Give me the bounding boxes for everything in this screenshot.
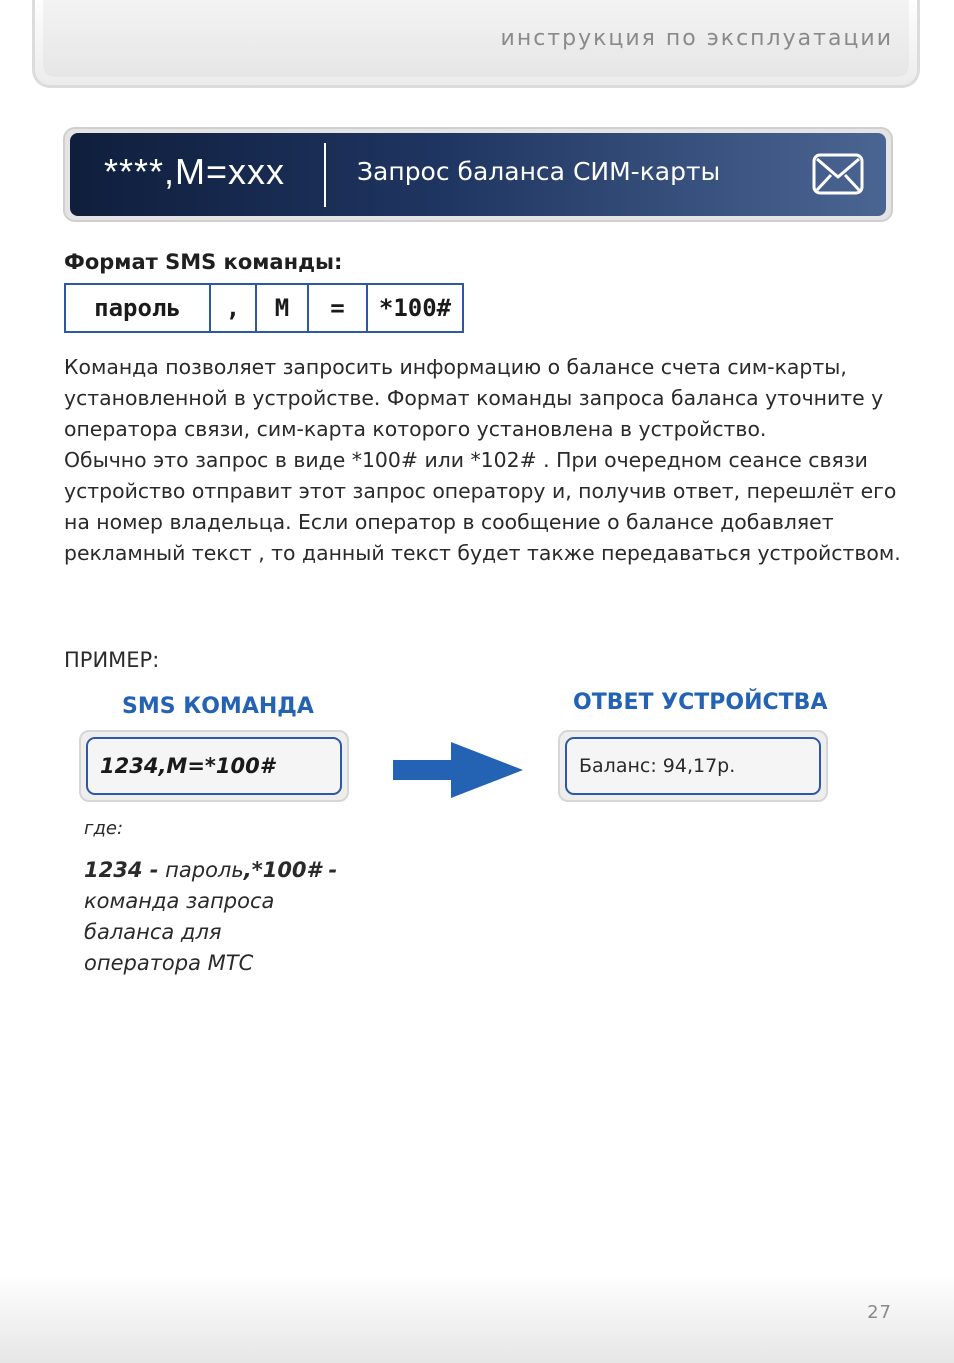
sms-command-text: 1234,M=*100# bbox=[100, 754, 275, 778]
header-title: инструкция по эксплуатации bbox=[500, 26, 893, 51]
page-footer bbox=[0, 1272, 954, 1363]
format-cell-password: пароль bbox=[66, 285, 211, 331]
arrow-right-icon bbox=[393, 742, 523, 798]
example-explanation bbox=[84, 855, 344, 979]
command-banner bbox=[70, 133, 886, 216]
format-table bbox=[64, 283, 464, 333]
description-text bbox=[64, 352, 904, 569]
device-reply-text: Баланс: 94,17р. bbox=[579, 755, 736, 777]
where-label: где: bbox=[84, 818, 124, 839]
format-cell-comma: , bbox=[211, 285, 257, 331]
banner-divider bbox=[324, 143, 326, 207]
sms-command-heading: SMS КОМАНДА bbox=[122, 694, 314, 719]
format-cell-m: M bbox=[257, 285, 309, 331]
explain-dash: - bbox=[321, 858, 338, 882]
device-reply-box-inner bbox=[565, 737, 821, 795]
device-reply-box bbox=[558, 730, 828, 802]
banner-command: ****,M=xxx bbox=[104, 151, 286, 192]
explain-code-label: команда запроса баланса для оператора МТС bbox=[84, 889, 275, 975]
format-cell-equals: = bbox=[309, 285, 368, 331]
format-cell-code: *100# bbox=[378, 294, 452, 322]
explain-password-value: 1234 - bbox=[84, 858, 159, 882]
format-label: Формат SMS команды: bbox=[64, 250, 343, 274]
explain-password-label: пароль bbox=[158, 858, 244, 882]
explain-code-value: ,*100# bbox=[243, 858, 322, 882]
example-label: ПРИМЕР: bbox=[64, 648, 160, 672]
description-paragraph: Команда позволяет запросить информацию о балансе счета сим-карты, установленной в устройстве. Формат команды запроса баланса уточните у оператора связи, сим-карта которого установлена в устройство. bbox=[64, 355, 884, 441]
page-header bbox=[32, 0, 920, 88]
envelope-icon bbox=[812, 153, 864, 195]
device-reply-heading: ОТВЕТ УСТРОЙСТВА bbox=[573, 690, 828, 715]
description-paragraph: Обычно это запрос в виде *100# или *102# . При очередном сеансе связи устройство отправит этот запрос оператору и, получив ответ, перешлёт его на номер владельца. Если оператор в сообщение о балансе добавляет рекламный текст , то данный текст будет также передаваться устройством. bbox=[64, 448, 901, 565]
sms-command-box bbox=[79, 730, 349, 802]
sms-command-box-inner bbox=[86, 737, 342, 795]
page-number: 27 bbox=[867, 1302, 892, 1323]
banner-description: Запрос баланса СИМ-карты bbox=[357, 157, 721, 186]
